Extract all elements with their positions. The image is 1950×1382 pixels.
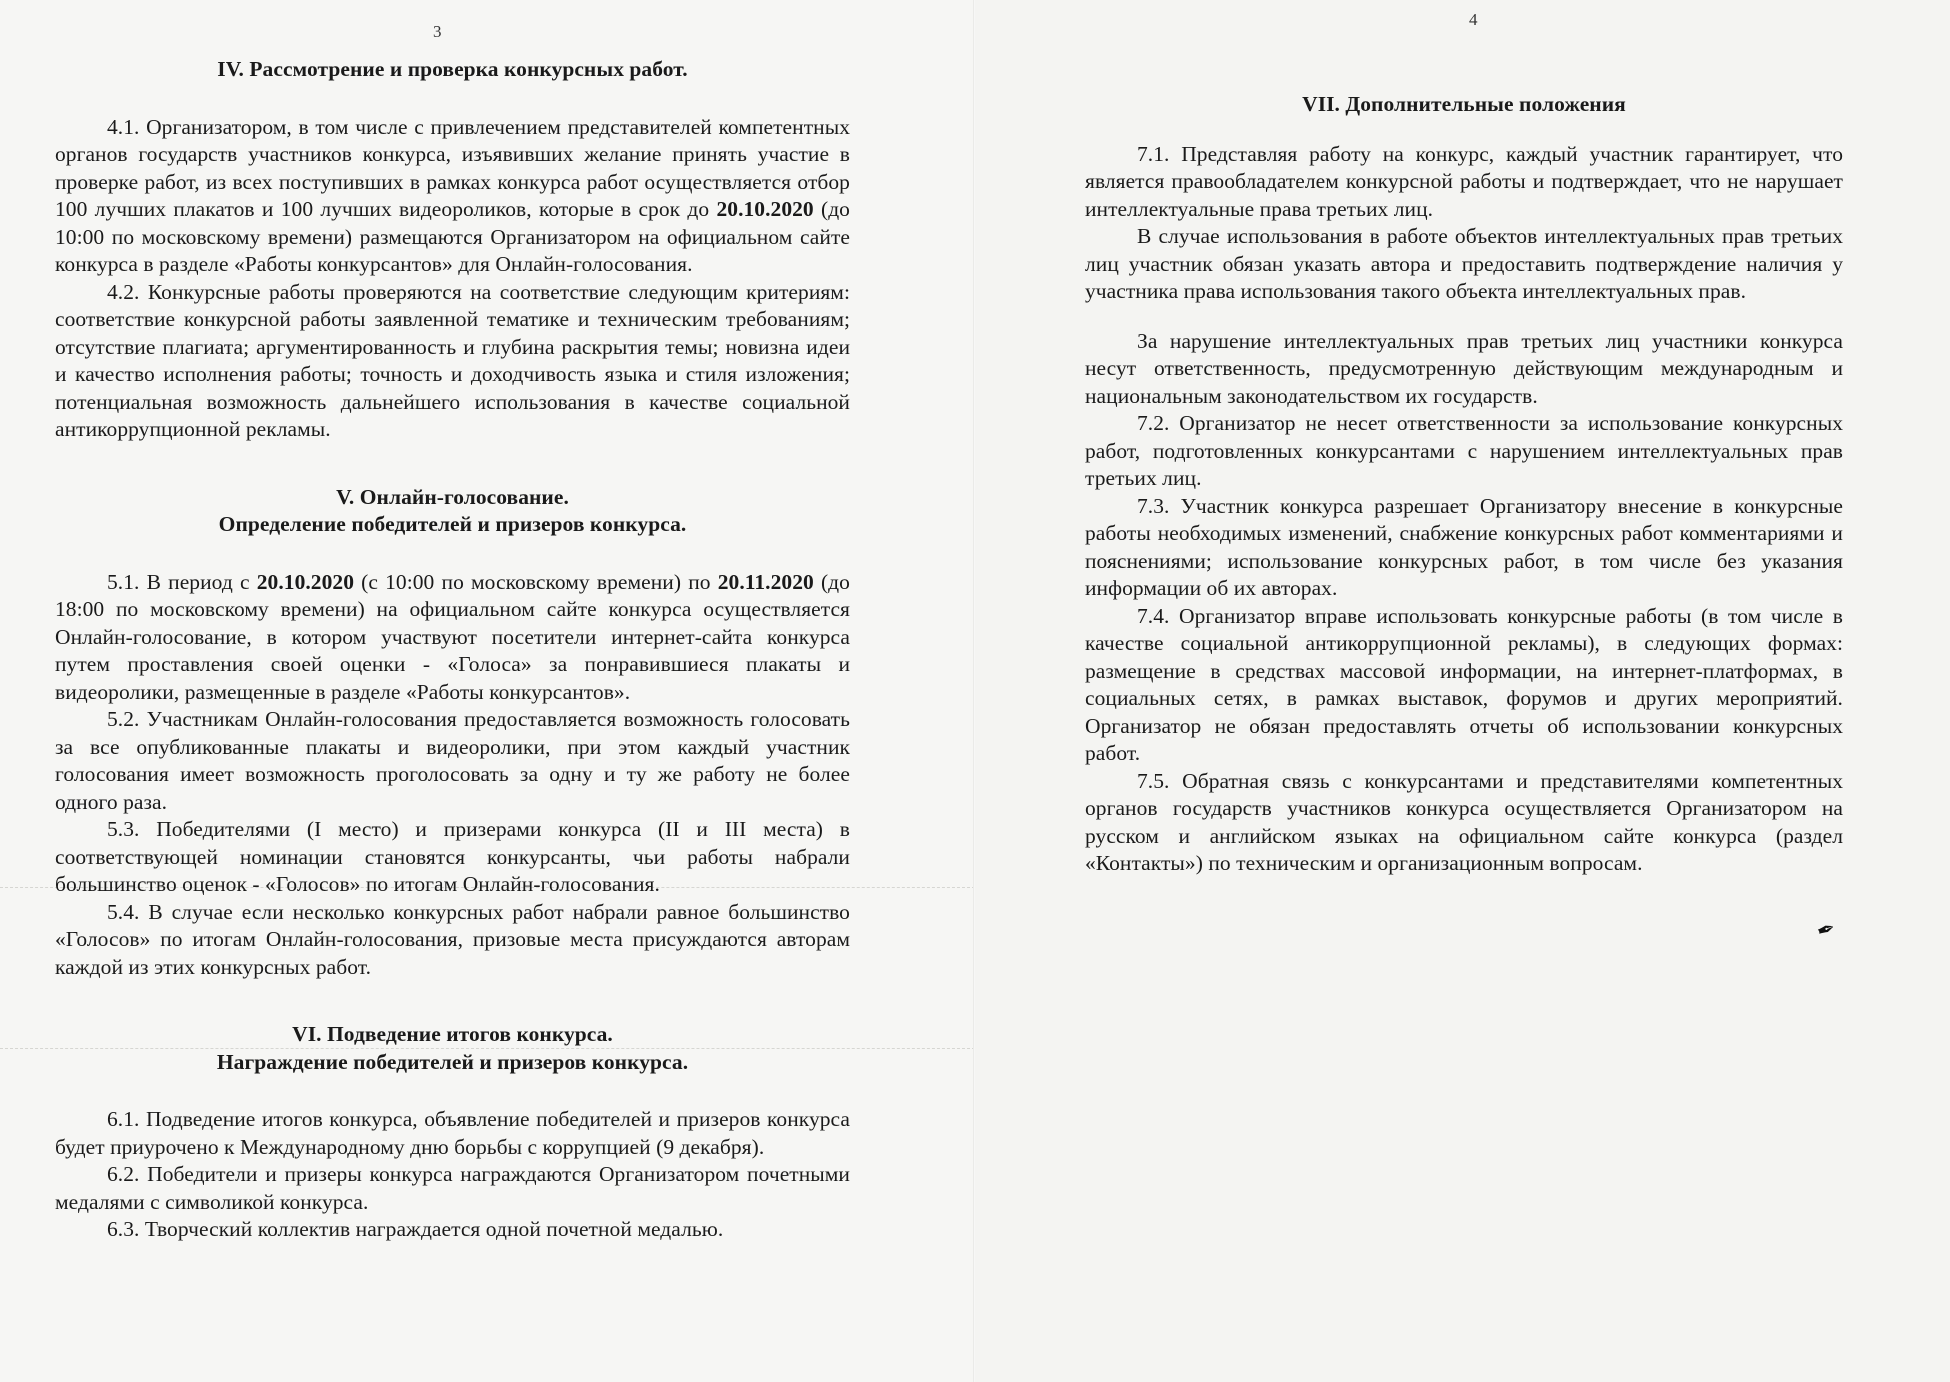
paragraph-7-1-c: За нарушение интеллектуальных прав третьих лиц участники конкурса несут ответственность, предусмотренную действующим международным и национальным законодательством их государств. bbox=[1085, 328, 1843, 408]
voting-end-date: 20.11.2020 bbox=[717, 569, 814, 594]
section-5-title-line-1: V. Онлайн-голосование. bbox=[336, 484, 569, 509]
page-number: 3 bbox=[433, 22, 442, 41]
section-6-title bbox=[55, 1021, 850, 1076]
paragraph-7-3: 7.3. Участник конкурса разрешает Организатору внесение в конкурсные работы необходимых изменений, снабжение конкурсных работ комментариями и пояснениями; использование конкурсных работ, в том числе без указания информации об их авторах. bbox=[1085, 493, 1843, 600]
paragraph-7-1-b: В случае использования в работе объектов интеллектуальных прав третьих лиц участник обязан указать автора и предоставить подтверждение наличия у участника права использования такого объекта интеллектуальных прав. bbox=[1085, 224, 1843, 303]
paragraph-4-1-text-b: (до 10:00 по московскому времени) размещаются Организатором на официальном сайте конкурса в разделе «Работы конкурсантов» для Онлайн-голосования. bbox=[55, 197, 850, 276]
paragraph-4-1 bbox=[55, 114, 850, 279]
page-right bbox=[975, 0, 1950, 1382]
paragraph-4-2: 4.2. Конкурсные работы проверяются на соответствие следующим критериям: соответствие конкурсной работы заявленной тематике и техническим требованиям; отсутствие плагиата; аргументированность и глубина раскрытия темы; новизна идеи и качество исполнения работы; точность и доходчивость языка и стиля изложения; потенциальная возможность дальнейшего использования в качестве социальной антикоррупционной рекламы. bbox=[55, 279, 850, 441]
paragraph-5-1-text-a: 5.1. В период с bbox=[107, 569, 257, 594]
paragraph-5-2: 5.2. Участникам Онлайн-голосования предоставляется возможность голосовать за все опубликованные плакаты и видеоролики, при этом каждый участник голосования имеет возможность проголосовать за одну и ту же работу не более одного раза. bbox=[55, 707, 850, 814]
paragraph-5-1-text-b: (с 10:00 по московскому времени) по bbox=[354, 569, 718, 594]
page-number: 4 bbox=[1469, 10, 1478, 29]
deadline-date: 20.10.2020 bbox=[716, 197, 814, 221]
paragraph-7-2: 7.2. Организатор не несет ответственности за использование конкурсных работ, подготовленных конкурсантами с нарушением интеллектуальных прав третьих лиц. bbox=[1085, 411, 1843, 490]
paragraph-7-5: 7.5. Обратная связь с конкурсантами и представителями компетентных органов государств участников конкурса осуществляется Организатором на русском и английском языках на официальном сайте конкурса (раздел «Контакты») по техническим и организационным вопросам. bbox=[1085, 768, 1843, 875]
paragraph-6-1: 6.1. Подведение итогов конкурса, объявление победителей и призеров конкурса будет приурочено к Международному дню борьбы с коррупцией (9 декабря). bbox=[55, 1107, 850, 1159]
paragraph-5-3: 5.3. Победителями (I место) и призерами конкурса (II и III места) в соответствующей номинации становятся конкурсанты, чьи работы набрали большинство оценок - «Голосов» по итогам Онлайн-голосования. bbox=[55, 817, 850, 896]
paragraph-7-1: 7.1. Представляя работу на конкурс, каждый участник гарантирует, что является правообладателем конкурсной работы и подтверждает, что не нарушает интеллектуальные права третьих лиц. bbox=[1085, 141, 1843, 221]
left-page-text bbox=[55, 56, 850, 1244]
paragraph-6-2: 6.2. Победители и призеры конкурса награждаются Организатором почетными медалями с символикой конкурса. bbox=[55, 1162, 850, 1214]
paragraph-7-4: 7.4. Организатор вправе использовать конкурсные работы (в том числе в качестве социальной антикоррупционной рекламы), в следующих формах: размещение в средствах массовой информации, на интернет-платформах, в социальных сетях, в рамках выставок, форумов и других мероприятий. Организатор не обязан предоставлять отчеты об использовании конкурсных работ. bbox=[1085, 603, 1843, 765]
right-page-text bbox=[1085, 91, 1843, 878]
paragraph-5-1 bbox=[55, 569, 850, 707]
voting-start-date: 20.10.2020 bbox=[256, 569, 354, 594]
section-5-title bbox=[55, 484, 850, 539]
section-7-title: VII. Дополнительные положения bbox=[1302, 92, 1626, 116]
section-4-title: IV. Рассмотрение и проверка конкурсных работ. bbox=[217, 57, 688, 81]
paragraph-4-1-text-a: 4.1. Организатором, в том числе с привлечением представителей компетентных органов государств участников конкурса, изъявивших желание принять участие в проверке работ, из всех поступивших в рамках конкурса работ осуществляется отбор 100 лучших плакатов и 100 лучших видеороликов, которые в срок до bbox=[55, 114, 850, 221]
paragraph-6-3: 6.3. Творческий коллектив награждается одной почетной медалью. bbox=[107, 1217, 724, 1241]
section-5-title-line-2: Определение победителей и призеров конкурса. bbox=[218, 512, 687, 536]
section-6-title-line-1: VI. Подведение итогов конкурса. bbox=[292, 1022, 613, 1046]
section-6-title-line-2: Награждение победителей и призеров конкурса. bbox=[216, 1049, 689, 1074]
paragraph-5-1-text-c: (до 18:00 по московскому времени) на официальном сайте конкурса осуществляется Онлайн-голосование, в котором участвуют посетители интернет-сайта конкурса путем проставления своей оценки - «Голоса» за понравившиеся плакаты и видеоролики, размещенные в разделе «Работы конкурсантов». bbox=[55, 569, 850, 704]
pen-mark: ✒ bbox=[1813, 914, 1839, 945]
paragraph-5-4: 5.4. В случае если несколько конкурсных работ набрали равное большинство «Голосов» по итогам Онлайн-голосования, призовые места присуждаются авторам каждой из этих конкурсных работ. bbox=[55, 899, 850, 979]
